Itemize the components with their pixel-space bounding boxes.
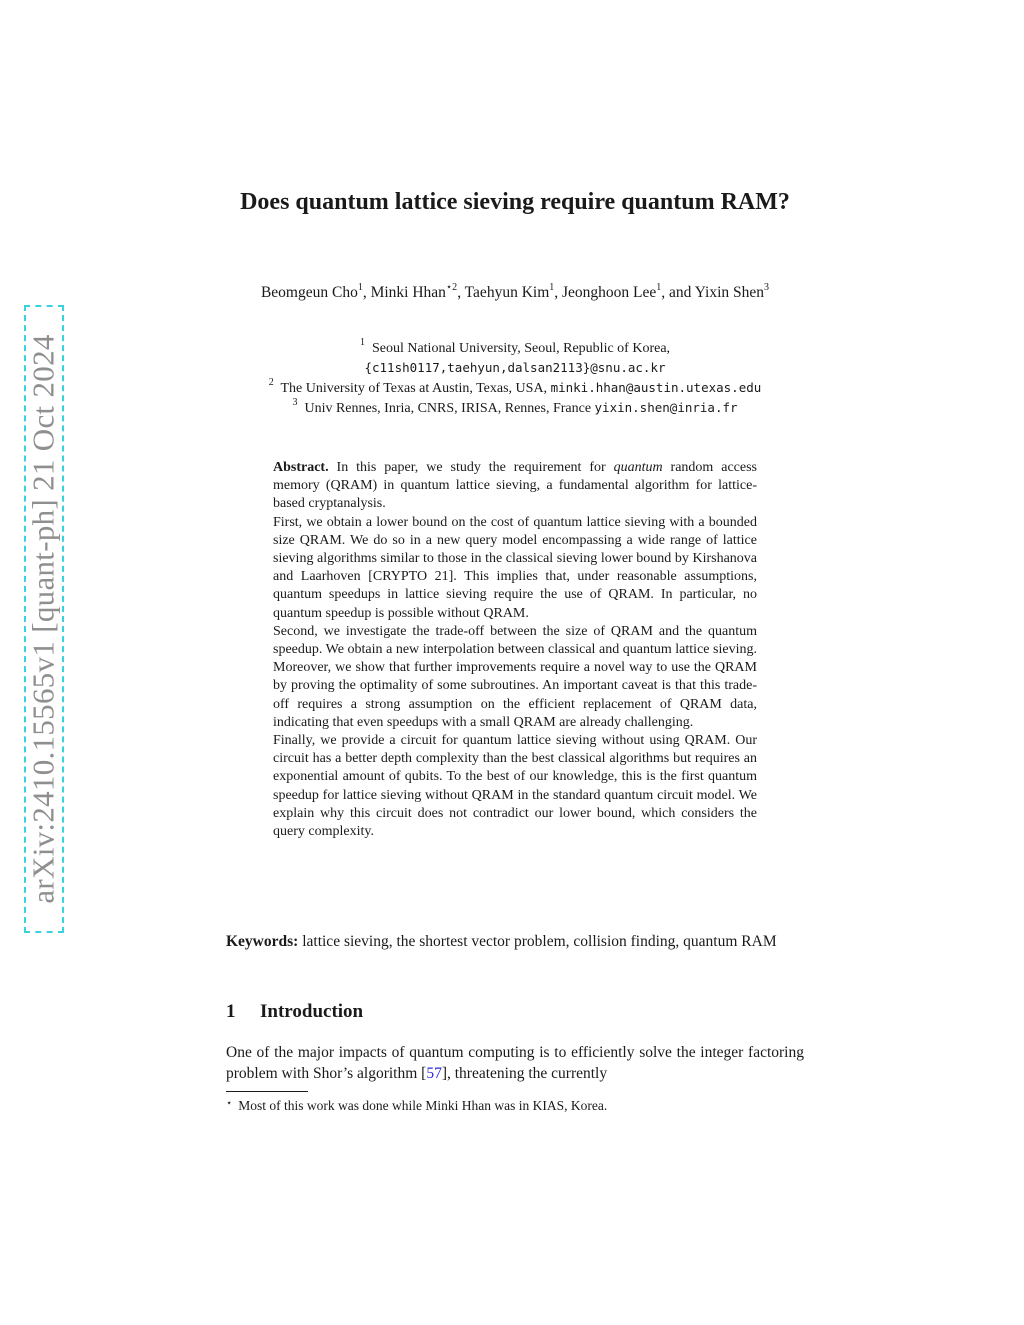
author-name: Minki Hhan: [370, 284, 446, 301]
abstract-paragraph: Finally, we provide a circuit for quantum lattice sieving without using QRAM. Our circuit has a better depth complexity than the best classical algorithms but requires an exponential amount of qubits. To the best of our knowledge, this is the first quantum speedup for lattice sieving without QRAM in the standard quantum circuit model. We explain why this circuit does not contradict our lower bound, which considers the query complexity.: [273, 733, 757, 840]
author-name: Yixin Shen: [694, 284, 765, 301]
author-mark: ⋆2: [445, 281, 458, 293]
author-mark: 1: [549, 281, 555, 293]
affiliation-line: $^1$ Seoul National University, Seoul, Republic of Korea,: [359, 337, 671, 356]
citation-link[interactable]: 57: [426, 1065, 442, 1082]
footnote-rule: [226, 1091, 308, 1092]
affiliations: [160, 339, 870, 418]
abstract-paragraph: First, we obtain a lower bound on the cost of quantum lattice sieving with a bounded size QRAM. We do so in a new query model encompassing a wide range of lattice sieving algorithms similar to those in the classical sieving lower bound by Kirshanova and Laarhoven [CRYPTO 21]. This implies that, under reasonable assumptions, quantum speedups in lattice sieving require the use of QRAM. In particular, no quantum speedup is possible without QRAM.: [273, 514, 757, 621]
email-address[interactable]: {c11sh0117,taehyun,dalsan2113}@snu.ac.kr: [364, 360, 666, 375]
footnote-text: Most of this work was done while Minki Hhan was in KIAS, Korea.: [238, 1098, 608, 1113]
email-address[interactable]: yixin.shen@inria.fr: [594, 400, 738, 415]
abstract-paragraph: Abstract. In this paper, we study the requirement for quantum random access memory (QRAM) in quantum lattice sieving, a fundamental algorithm for lattice-based cryptanalysis.: [273, 460, 757, 512]
arxiv-stamp: [24, 305, 64, 933]
paper-title: Does quantum lattice sieving require quantum RAM?: [240, 189, 790, 215]
email-address[interactable]: minki.hhan@austin.utexas.edu: [550, 380, 762, 395]
arxiv-stamp-text: arXiv:2410.15565v1 [quant-ph] 21 Oct 2024: [26, 334, 62, 904]
affiliation-line: $^2$ The University of Texas at Austin, Texas, USA, minki.hhan@austin.utexas.edu: [268, 377, 762, 396]
keywords: [226, 931, 804, 952]
section-heading: [226, 1000, 804, 1024]
keywords-label: Keywords:: [226, 933, 299, 950]
author-list: Beomgeun Cho$^1$, Minki Hhan$^{⋆2}$, Taehyun Kim$^1$, Jeonghoon Lee$^1$, and Yixin Shen$^3$: [260, 281, 770, 301]
keywords-text: lattice sieving, the shortest vector problem, collision finding, quantum RAM: [298, 933, 777, 950]
author-mark: 3: [764, 281, 770, 293]
author-name: Taehyun Kim: [464, 284, 550, 301]
abstract: [273, 459, 757, 841]
affiliation-line: $^3$ Univ Rennes, Inria, CNRS, IRISA, Rennes, France yixin.shen@inria.fr: [292, 397, 738, 416]
author-name: Beomgeun Cho: [260, 284, 358, 301]
abstract-paragraph: Second, we investigate the trade-off between the size of QRAM and the quantum speedup. We obtain a new interpolation between classical and quantum lattice sieving. Moreover, we show that further improvements require a novel way to use the QRAM by proving the optimality of some subroutines. An important caveat is that this trade-off requires a strong assumption on the efficient replacement of QRAM data, indicating that even speedups with a small QRAM are already challenging.: [273, 623, 757, 730]
section-number: 1: [226, 1001, 236, 1022]
affiliation-line: [160, 358, 870, 378]
section-title: Introduction: [260, 1001, 364, 1022]
abstract-label: Abstract.: [273, 460, 329, 475]
intro-paragraph: One of the major impacts of quantum computing is to efficiently solve the integer factoring problem with Shor’s algorithm [57], threatening the currently: [226, 1044, 804, 1082]
author-mark: 1: [357, 281, 363, 293]
author-mark: 1: [656, 281, 662, 293]
footnote: [226, 1097, 804, 1117]
footnote-mark: ⋆: [226, 1098, 233, 1109]
author-name: Jeonghoon Lee: [562, 284, 657, 301]
